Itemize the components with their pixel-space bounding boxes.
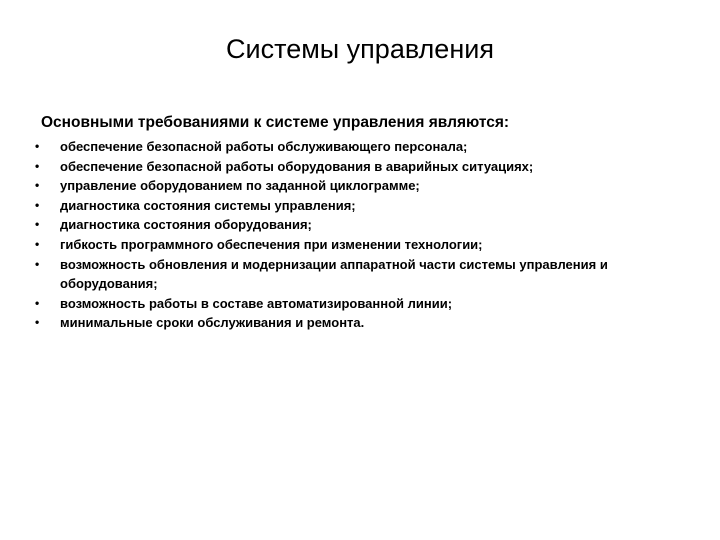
- bullet-icon: •: [35, 197, 40, 212]
- list-item: [35, 235, 675, 255]
- list-item-text: гибкость программного обеспечения при изменении технологии;: [60, 236, 483, 252]
- list-item: [35, 313, 675, 333]
- list-item: [35, 137, 675, 157]
- bullet-icon: •: [35, 236, 40, 251]
- list-item-text: возможность обновления и модернизации аппаратной части системы управления и оборудования;: [60, 256, 608, 292]
- slide-subtitle: Основными требованиями к системе управления являются:: [41, 114, 510, 131]
- bullet-icon: •: [35, 217, 40, 232]
- list-item-text: диагностика состояния системы управления;: [60, 197, 356, 213]
- bullet-icon: •: [35, 158, 40, 173]
- bullet-icon: •: [35, 256, 40, 271]
- list-item: [35, 176, 675, 196]
- list-item: [35, 157, 675, 177]
- list-item-text: диагностика состояния оборудования;: [60, 217, 312, 233]
- list-item-text: обеспечение безопасной работы обслуживающего персонала;: [60, 139, 468, 154]
- list-item-text: управление оборудованием по заданной циклограмме;: [60, 178, 420, 194]
- list-item-text: минимальные сроки обслуживания и ремонта.: [60, 315, 365, 331]
- bullet-icon: •: [35, 139, 40, 153]
- list-item: [35, 196, 675, 216]
- bullet-icon: •: [35, 315, 40, 330]
- list-item-text: обеспечение безопасной работы оборудования в аварийных ситуациях;: [60, 158, 534, 174]
- bullet-icon: •: [35, 178, 40, 193]
- list-item-text: возможность работы в составе автоматизированной линии;: [60, 295, 453, 311]
- list-item: [35, 215, 675, 235]
- slide-title: Системы управления: [226, 34, 494, 64]
- bullet-icon: •: [35, 295, 40, 310]
- list-item: [35, 294, 675, 314]
- requirements-list: [35, 137, 675, 333]
- list-item: [35, 255, 675, 294]
